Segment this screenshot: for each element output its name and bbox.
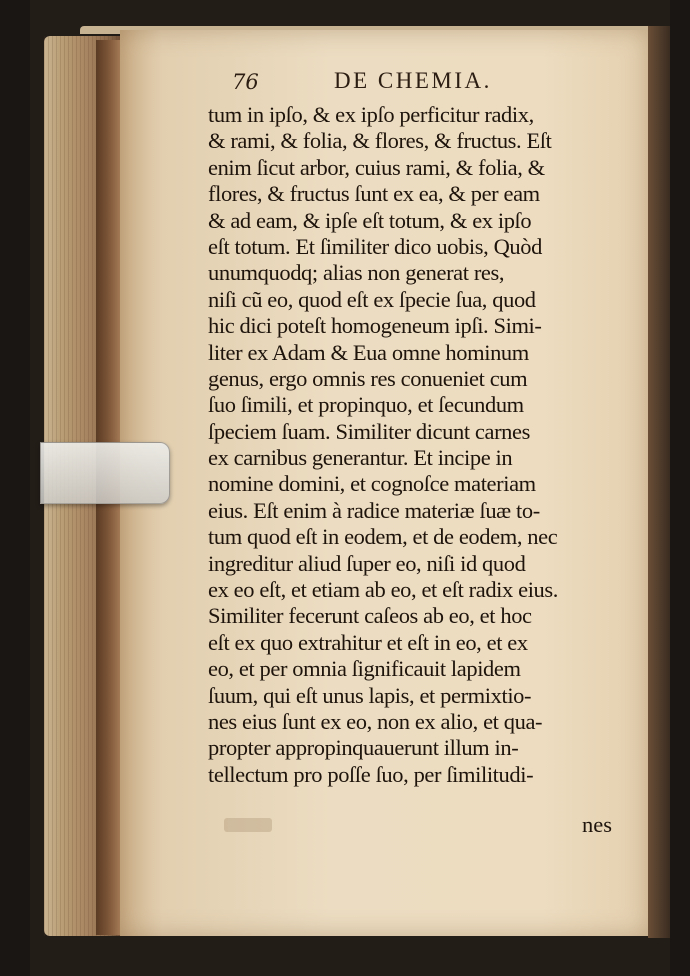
text-line: tum quod eſt in eodem, et de eodem, nec <box>208 524 558 550</box>
text-line: hic dici poteſt homogeneum ipſi. Simi- <box>208 313 542 339</box>
text-line: eius. Eſt enim à radice materiæ ſuæ to- <box>208 497 540 523</box>
text-line: eſt ex quo extrahitur et eſt in eo, et ex <box>208 629 528 655</box>
page-tab-marker <box>40 442 170 504</box>
text-line: ſuo ſimili, et propinquo, et ſecundum <box>208 392 524 418</box>
text-line: tellectum pro poſſe ſuo, per ſimilitudi- <box>208 761 534 787</box>
text-line: niſi cũ eo, quod eſt ex ſpecie ſua, quod <box>208 286 536 312</box>
text-line: eo, et per omnia ſignificauit lapidem <box>208 656 521 682</box>
text-line: ex carnibus generantur. Et incipe in <box>208 445 513 471</box>
text-line: nomine domini, et cognoſce materiam <box>208 471 536 497</box>
page-number: 76 <box>232 70 259 94</box>
body-text <box>208 102 618 788</box>
text-line: genus, ergo omnis res conueniet cum <box>208 365 528 391</box>
text-line: unumquodq; alias non generat res, <box>208 260 505 286</box>
text-line: ſpeciem ſuam. Similiter dicunt carnes <box>208 418 530 444</box>
text-line: nes eius ſunt ex eo, non ex alio, et qua- <box>208 708 543 734</box>
text-line: & ad eam, & ipſe eſt totum, & ex ipſo <box>208 207 532 233</box>
text-line: & rami, & folia, & flores, & fructus. Eſt <box>208 128 552 154</box>
running-title: DE CHEMIA. <box>334 68 492 93</box>
text-line: propter appropinquauerunt illum in- <box>208 735 519 761</box>
right-page-edge <box>648 26 670 938</box>
text-line: ingreditur aliud ſuper eo, niſi id quod <box>208 550 526 576</box>
text-line: flores, & fructus ſunt ex ea, & per eam <box>208 181 540 207</box>
text-line: eſt totum. Et ſimiliter dico uobis, Quòd <box>208 233 542 259</box>
page-header <box>220 66 640 100</box>
faded-stamp <box>224 818 272 832</box>
text-line: liter ex Adam & Eua omne hominum <box>208 339 529 365</box>
catchword: nes <box>582 812 612 837</box>
text-line: ſuum, qui eſt unus lapis, et permixtio- <box>208 682 532 708</box>
text-line: tum in ipſo, & ex ipſo perficitur radix, <box>208 102 534 127</box>
text-line: enim ſicut arbor, cuius rami, & folia, & <box>208 154 545 180</box>
text-line: ex eo eſt, et etiam ab eo, et eſt radix eius. <box>208 577 558 603</box>
text-line: Similiter fecerunt caſeos ab eo, et hoc <box>208 603 532 629</box>
